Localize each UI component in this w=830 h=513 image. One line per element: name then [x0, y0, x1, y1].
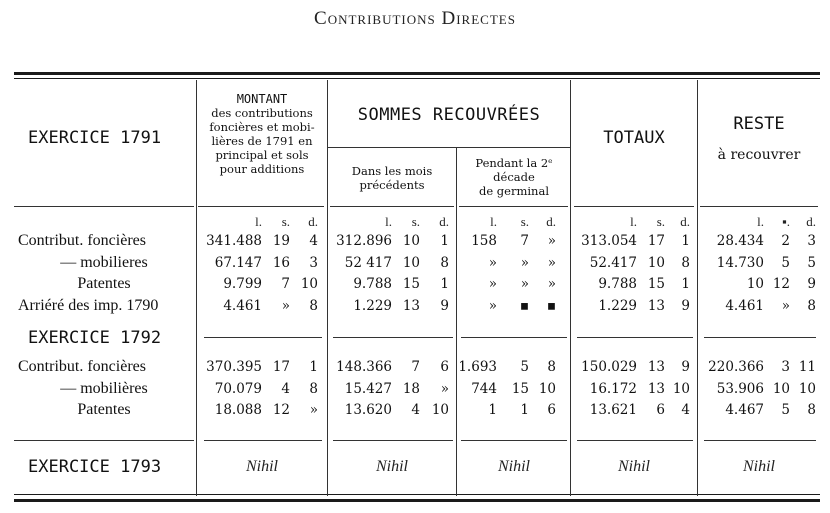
unit-label: l. — [255, 214, 262, 229]
section-rule — [461, 440, 567, 441]
cell-totaux: 13 — [647, 359, 665, 375]
cell-precedents: 9.788 — [353, 276, 392, 292]
cell-precedents: 312.896 — [336, 233, 392, 249]
exercice-1791-label: EXERCICE 1791 — [28, 128, 162, 148]
cell-montant: » — [309, 402, 318, 418]
cell-totaux: 13 — [647, 297, 665, 314]
cell-reste: 4.467 — [725, 402, 764, 418]
cell-precedents: 13 — [402, 297, 420, 314]
cell-totaux: 4 — [681, 402, 690, 418]
cell-precedents: 4 — [411, 402, 420, 418]
montant-header-line: foncières et mobi- — [209, 120, 315, 134]
montant-header-line: des contributions — [211, 106, 313, 120]
cell-reste: 3 — [781, 359, 790, 375]
header-rule — [198, 206, 324, 207]
cell-montant: 16 — [272, 254, 290, 271]
sommes-sub2-line: décade — [493, 170, 535, 184]
cell-montant: 17 — [272, 359, 290, 375]
cell-germinal: » — [488, 297, 497, 314]
cell-precedents: 1 — [440, 233, 449, 249]
cell-totaux: 150.029 — [581, 359, 637, 375]
cell-precedents: 1.229 — [353, 297, 392, 314]
cell-germinal: » — [520, 254, 529, 271]
top-rule — [14, 72, 820, 75]
cell-reste: 5 — [781, 254, 790, 271]
nihil-reste: Nihil — [742, 458, 775, 475]
cell-totaux: 1 — [681, 233, 690, 249]
section-rule — [461, 337, 567, 338]
page-title: Contributions Directes — [314, 8, 516, 29]
header-rule — [574, 206, 694, 207]
cell-montant: 10 — [300, 276, 318, 292]
bottom-rule-thin — [14, 494, 820, 495]
cell-precedents: 18 — [402, 380, 420, 397]
cell-montant: 8 — [309, 380, 318, 397]
bottom-rule — [14, 499, 820, 502]
header-rule — [700, 206, 818, 207]
cell-totaux: 10 — [647, 254, 665, 271]
unit-label: d. — [546, 214, 556, 229]
cell-totaux: 16.172 — [589, 380, 637, 397]
cell-germinal: 7 — [520, 233, 529, 249]
cell-precedents: 148.366 — [336, 359, 392, 375]
cell-precedents: 52 417 — [344, 254, 392, 271]
cell-montant: 9.799 — [223, 276, 262, 292]
col-divider — [456, 148, 457, 496]
cell-totaux: 1.229 — [598, 297, 637, 314]
cell-totaux: 15 — [647, 276, 665, 292]
unit-label: d. — [439, 214, 449, 229]
sommes-sub1-line: précédents — [359, 178, 425, 192]
cell-totaux: 313.054 — [581, 233, 637, 249]
section-rule — [204, 440, 322, 441]
cell-totaux: 8 — [681, 254, 690, 271]
row-label: — mobilieres — [60, 253, 148, 271]
section-rule — [577, 440, 693, 441]
unit-label: d. — [308, 214, 318, 229]
cell-precedents: 10 — [431, 402, 449, 418]
cell-reste: 10 — [798, 380, 816, 397]
header-rule — [14, 206, 194, 207]
cell-germinal: ▪ — [519, 297, 529, 314]
cell-germinal: 15 — [511, 380, 529, 397]
unit-label: d. — [806, 214, 816, 229]
sommes-divider — [327, 147, 570, 148]
cell-precedents: » — [440, 380, 449, 397]
cell-montant: 4 — [281, 380, 290, 397]
cell-totaux: 6 — [656, 402, 665, 418]
montant-header-line: principal et sols — [215, 148, 309, 162]
row-label: Arriéré des imp. 1790 — [18, 296, 159, 314]
cell-montant: 19 — [272, 233, 290, 249]
cell-germinal: 1.693 — [458, 359, 497, 375]
cell-reste: 9 — [807, 276, 816, 292]
row-label: — mobilières — [60, 379, 148, 397]
cell-montant: 8 — [309, 297, 318, 314]
cell-reste: 8 — [807, 297, 816, 314]
cell-reste: 4.461 — [725, 297, 764, 314]
cell-germinal: 6 — [547, 402, 556, 418]
section-rule — [333, 337, 453, 338]
cell-montant: 341.488 — [206, 233, 262, 249]
nihil-sommes-precedents: Nihil — [375, 458, 408, 475]
cell-reste: 8 — [807, 402, 816, 418]
unit-label: d. — [680, 214, 690, 229]
unit-label: l. — [630, 214, 637, 229]
cell-montant: 70.079 — [214, 380, 262, 397]
cell-reste: 5 — [781, 402, 790, 418]
cell-totaux: 9.788 — [598, 276, 637, 292]
sommes-sub2-line: Pendant la 2ᵉ — [475, 156, 553, 170]
cell-precedents: 10 — [402, 233, 420, 249]
cell-montant: 4 — [309, 233, 318, 249]
totaux-header: TOTAUX — [603, 128, 665, 148]
cell-germinal: » — [520, 276, 529, 292]
cell-reste: 28.434 — [716, 233, 764, 249]
cell-montant: 1 — [309, 359, 318, 375]
nihil-montant: Nihil — [245, 458, 278, 475]
unit-label: s. — [656, 214, 665, 229]
cell-reste: 2 — [781, 233, 790, 249]
section-rule — [204, 337, 322, 338]
cell-precedents: 8 — [440, 254, 449, 271]
header-rule — [459, 206, 568, 207]
cell-totaux: 1 — [681, 276, 690, 292]
cell-montant: 7 — [281, 276, 290, 292]
montant-header-line: lières de 1791 en — [211, 134, 313, 148]
cell-germinal: » — [547, 233, 556, 249]
cell-precedents: 15 — [402, 276, 420, 292]
sommes-sub2-line: de germinal — [478, 184, 549, 198]
cell-montant: 3 — [309, 254, 318, 271]
unit-label: s. — [520, 214, 529, 229]
cell-totaux: 9 — [681, 359, 690, 375]
cell-germinal: » — [488, 254, 497, 271]
section-rule — [14, 440, 194, 441]
sommes-sub2-header — [459, 156, 569, 198]
cell-germinal: ▪ — [546, 297, 556, 314]
row-label: Patentes — [77, 275, 131, 292]
cell-reste: 11 — [798, 359, 816, 375]
cell-reste: 10 — [772, 380, 790, 397]
row-label: Contribut. foncières — [18, 232, 146, 249]
cell-reste: 12 — [772, 276, 790, 292]
cell-montant: 4.461 — [223, 297, 262, 314]
cell-germinal: 10 — [538, 380, 556, 397]
montant-header-line: MONTANT — [236, 92, 288, 106]
reste-header: RESTE — [733, 114, 785, 134]
top-rule-thin — [14, 78, 820, 79]
cell-totaux: 17 — [647, 233, 665, 249]
cell-germinal: 1 — [520, 402, 529, 418]
reste-subheader: à recouvrer — [717, 147, 801, 163]
unit-label: l. — [757, 214, 764, 229]
cell-precedents: 15.427 — [344, 380, 392, 397]
cell-germinal: » — [547, 276, 556, 292]
cell-montant: 18.088 — [214, 402, 262, 418]
cell-reste: 14.730 — [716, 254, 764, 271]
nihil-sommes-germinal: Nihil — [497, 458, 530, 475]
cell-germinal: » — [547, 254, 556, 271]
unit-label: ▪. — [782, 214, 790, 229]
unit-label: s. — [411, 214, 420, 229]
unit-label: l. — [385, 214, 392, 229]
cell-reste: » — [781, 297, 790, 314]
cell-montant: » — [281, 297, 290, 314]
cell-precedents: 6 — [440, 359, 449, 375]
exercice-1792-label: EXERCICE 1792 — [28, 328, 162, 348]
cell-precedents: 10 — [402, 254, 420, 271]
section-rule — [577, 337, 693, 338]
cell-totaux: 13 — [647, 380, 665, 397]
exercice-1793-label: EXERCICE 1793 — [28, 457, 162, 477]
section-rule — [704, 440, 816, 441]
nihil-totaux: Nihil — [617, 458, 650, 475]
montant-header-line: pour additions — [219, 162, 305, 176]
cell-germinal: 8 — [547, 359, 556, 375]
cell-germinal: » — [488, 276, 497, 292]
cell-germinal: 5 — [520, 359, 529, 375]
cell-germinal: 744 — [471, 380, 497, 397]
montant-header — [198, 92, 326, 176]
cell-totaux: 52.417 — [589, 254, 637, 271]
row-label: Patentes — [77, 401, 131, 418]
sommes-sub1-line: Dans les mois — [351, 164, 433, 178]
cell-totaux: 9 — [681, 297, 690, 314]
cell-montant: 67.147 — [214, 254, 262, 271]
cell-precedents: 9 — [440, 297, 449, 314]
cell-montant: 12 — [272, 402, 290, 418]
unit-label: s. — [281, 214, 290, 229]
cell-germinal: 158 — [471, 233, 497, 249]
cell-germinal: 1 — [488, 402, 497, 418]
cell-precedents: 1 — [440, 276, 449, 292]
section-rule — [704, 337, 816, 338]
cell-precedents: 13.620 — [344, 402, 392, 418]
sommes-sub1-header — [330, 164, 454, 192]
cell-reste: 10 — [746, 276, 764, 292]
cell-precedents: 7 — [411, 359, 420, 375]
sommes-header: SOMMES RECOUVRÉES — [357, 105, 541, 125]
section-rule — [333, 440, 453, 441]
unit-label: l. — [490, 214, 497, 229]
cell-totaux: 13.621 — [589, 402, 637, 418]
cell-reste: 3 — [807, 233, 816, 249]
header-rule — [330, 206, 454, 207]
cell-reste: 5 — [807, 254, 816, 271]
cell-montant: 370.395 — [206, 359, 262, 375]
cell-reste: 220.366 — [708, 359, 764, 375]
row-label: Contribut. foncières — [18, 358, 146, 375]
cell-totaux: 10 — [672, 380, 690, 397]
cell-reste: 53.906 — [716, 380, 764, 397]
